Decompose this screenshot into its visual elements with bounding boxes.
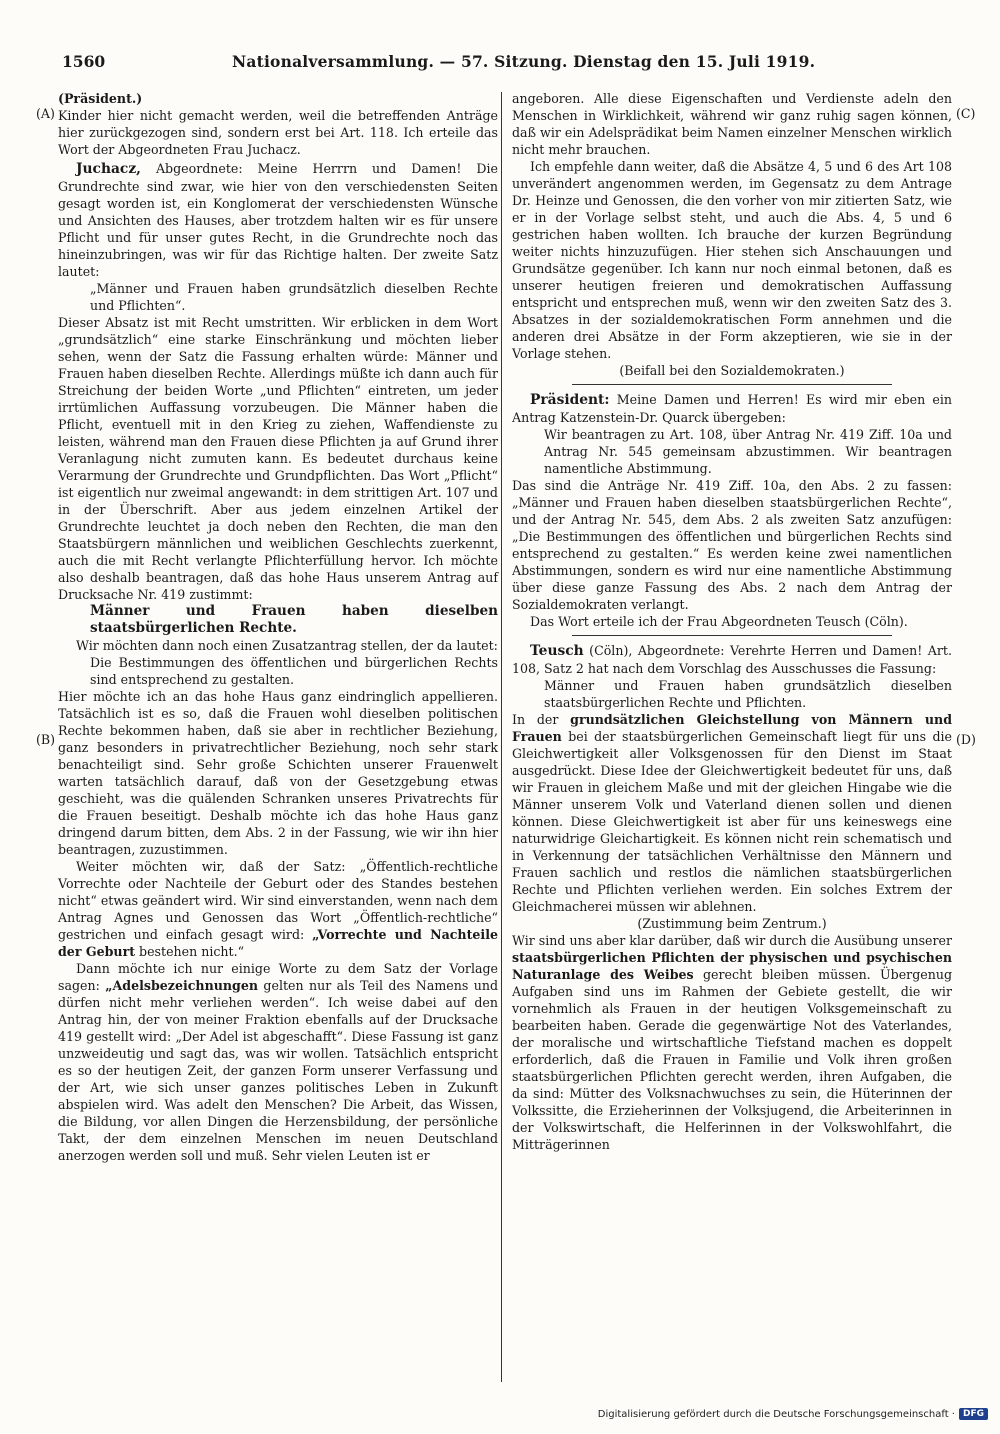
section-rule	[572, 384, 892, 385]
speaker-continuation-label: (Präsident.)	[58, 91, 143, 106]
column-divider	[501, 92, 502, 1382]
emphasis: staatsbürgerlichen Pflichten der physischen und psychischen Naturanlage des Weibes	[512, 950, 952, 982]
margin-marker-b: (B)	[36, 732, 56, 747]
paragraph: Ich empfehle dann weiter, daß die Absätze 4, 5 und 6 des Art 108 unverändert angenommen werden, im Gegensatz zu dem Antrage Dr. Heinze und Genossen, die den vorher von mir zitierten Satz, wie er in der Vorlage selbst steht, und auch die Abs. 4, 5 und 6 gestrichen haben wollten. Ich brauche der kurzen Begründung weiter nichts hinzuzufügen. Hier stehen sich Anschauungen und Grundsätze gegenüber. Ich kann nur noch einmal betonen, daß es unserer heutigen freieren und demokratischen Auffassung entspricht und entsprechen muß, wenn wir den zweiten Satz des 3. Absatzes in der sozialdemokratischen Form annehmen und die anderen drei Absätze in der Form akzeptieren, wie sie in der Vorlage stehen.	[512, 159, 952, 361]
paragraph: Wir sind uns aber klar darüber, daß wir durch die Ausübung unserer staatsbürgerlichen Pflichten der physischen und psychischen Naturanlage des Weibes gerecht bleiben müssen. Übergenug Aufgaben sind uns im Rahmen der Gebiete gestellt, die wir vornehmlich als Frauen in der heutigen Volksgemeinschaft zu bearbeiten haben. Gerade die gegenwärtige Not des Vaterlandes, der moralische und wirtschaftliche Tiefstand machen es doppelt erforderlich, daß die Frauen in Familie und Volk ihren großen staatsbürgerlichen Pflichten gerecht werden, ihren Aufgaben, die da sind: Mütter des Volksnachwuchses zu sein, die Hüterinnen der Volkssitte, die Erzieherinnen der Volksjugend, die Arbeiterinnen in der Volkswirtschaft, die Helferinnen in der Volkswohlfahrt, die Mitträgerinnen	[512, 933, 953, 1152]
speech-text: (Cöln), Abgeordnete: Verehrte Herren und Damen! Art. 108, Satz 2 hat nach dem Vorschlag des Ausschusses die Fassung:	[512, 643, 952, 676]
paragraph: Weiter möchten wir, daß der Satz: „Öffentlich-rechtliche Vorrechte oder Nachteile der Geburt oder des Standes bestehen nicht“ etwas geändert wird. Wir sind einverstanden, wenn nach dem Antrag Agnes und Genossen das Wort „Öffentlich-rechtliche“ gestrichen und einfach gesagt wird: „Vorrechte und Nachteile der Geburt bestehen nicht.“	[58, 859, 498, 959]
paragraph: In der grundsätzlichen Gleichstellung von Männern und Frauen bei der staatsbürgerlichen Gemeinschaft liegt für uns die Gleichwertigkeit aller Volksgenossen für den Dienst im Staat ausgedrückt. Diese Idee der Gleichwertigkeit bedeutet für uns, daß wir Frauen in gleichem Maße und mit der gleichen Hingabe wie die Männer unserem Volk und Vaterland dienen sollen und dienen können. Diese Gleichwertigkeit ist aber für uns keineswegs eine naturwidrige Gleichartigkeit. Es können nicht rein schematisch und in Verkennung der tatsächlichen Verhältnisse den Männern und Frauen sachlich und restlos die nämlichen staatsbürgerlichen Rechte und Pflichten verliehen werden. Ein solches Extrem der Gleichmacherei müssen wir ablehnen.	[512, 712, 952, 914]
emphasis: grundsätzlichen Gleichstellung von Männern und Frauen	[512, 712, 952, 744]
quotation: Wir beantragen zu Art. 108, über Antrag Nr. 419 Ziff. 10a und Antrag Nr. 545 gemeinsam abzustimmen. Wir beantragen namentliche Abstimmung.	[544, 427, 952, 476]
speaker-name: Präsident:	[530, 392, 610, 408]
applause-note: (Zustimmung beim Zentrum.)	[637, 916, 827, 931]
margin-marker-a: (A)	[36, 106, 55, 121]
speaker-name: Teusch	[530, 643, 584, 659]
section-rule	[572, 635, 892, 636]
motion-text: Männer und Frauen haben dieselben staatsbürgerlichen Rechte.	[90, 603, 498, 636]
emphasis: „Adelsbezeichnungen	[105, 978, 259, 993]
page-title: Nationalversammlung. — 57. Sitzung. Dienstag den 15. Juli 1919.	[232, 52, 816, 71]
paragraph: Kinder hier nicht gemacht werden, weil die betreffenden Anträge hier zurückgezogen sind, sondern erst bei Art. 118. Ich erteile das Wort der Abgeordneten Frau Juchacz.	[58, 108, 498, 157]
applause-note: (Beifall bei den Sozialdemokraten.)	[619, 363, 845, 378]
margin-marker-d: (D)	[956, 732, 976, 747]
right-column	[512, 90, 952, 1153]
left-column	[58, 90, 498, 1164]
paragraph: Das Wort erteile ich der Frau Abgeordneten Teusch (Cöln).	[530, 614, 908, 629]
dfg-logo-icon: DFG	[959, 1408, 988, 1420]
running-header	[62, 48, 962, 74]
quotation: „Männer und Frauen haben grundsätzlich dieselben Rechte und Pflichten“.	[90, 281, 498, 313]
emphasis: „Vorrechte und Nachteile der Geburt	[58, 927, 498, 959]
paragraph: Dann möchte ich nur einige Worte zu dem Satz der Vorlage sagen: „Adelsbezeichnungen gelten nur als Teil des Namens und dürfen nicht mehr verliehen werden“. Ich weise dabei auf den Antrag hin, der von meiner Fraktion ebenfalls auf der Drucksache 419 gestellt wird: „Der Adel ist abgeschafft“. Diese Fassung ist ganz unzweideutig und sagt das, was wir wollen. Tatsächlich entspricht es so der heutigen Zeit, der ganzen Form unserer Verfassung und der Art, wie sich unser ganzes politisches Leben in Zukunft abspielen wird. Was adelt den Menschen? Die Arbeit, das Wissen, die Bildung, vor allen Dingen die Herzensbildung, der persönliche Takt, der dem einzelnen Menschen im neuen Deutschland anerzogen werden soll und muß. Sehr vielen Leuten ist er	[58, 961, 499, 1163]
speech-juchacz	[58, 160, 498, 280]
paragraph: angeboren. Alle diese Eigenschaften und Verdienste adeln den Menschen in Wirklichkeit, während wir ganz ruhig sagen können, daß wir ein Adelsprädikat beim Namen einzelner Menschen wirklich nicht mehr brauchen.	[512, 91, 952, 157]
paragraph: Hier möchte ich an das hohe Haus ganz eindringlich appellieren. Tatsächlich ist es so, daß die Frauen wohl dieselben politischen Rechte bekommen haben, daß sie aber in rechtlicher Beziehung, ganz besonders in privatrechtlicher Beziehung, noch sehr stark benachteiligt sind. Sehr große Schichten unserer Frauenwelt warten tatsächlich darauf, daß von der Gesetzgebung etwas geschieht, was die quälenden Schranken unseres Privatrechts für die Frauen beseitigt. Deshalb möchte ich das hohe Haus ganz dringend darum bitten, dem Abs. 2 in der Fassung, wie wir ihn hier beantragen, zuzustimmen.	[58, 689, 498, 857]
speech-text: Meine Damen und Herren! Es wird mir eben ein Antrag Katzenstein-Dr. Quarck übergeben:	[512, 392, 952, 425]
page-number: 1560	[62, 52, 106, 71]
digitization-footer	[598, 1408, 988, 1420]
speech-text: Abgeordnete: Meine Herrrn und Damen! Die Grundrechte sind zwar, wie hier von den verschiedensten Seiten gesagt worden ist, ein Konglomerat der verschiedensten Wünsche und Ansichten des Hauses, aber trotzdem halten wir es für unsere Pflicht und für unser gutes Recht, in die Grundrechte noch das hineinzubringen, was wir für das Richtige halten. Der zweite Satz lautet:	[58, 161, 498, 279]
paragraph: Wir möchten dann noch einen Zusatzantrag stellen, der da lautet:	[76, 638, 498, 653]
paragraph: Das sind die Anträge Nr. 419 Ziff. 10a, den Abs. 2 zu fassen: „Männer und Frauen haben dieselben staatsbürgerlichen Rechte“, und der Antrag Nr. 545, dem Abs. 2 als zweiten Satz anzufügen: „Die Bestimmungen des öffentlichen und bürgerlichen Rechts sind entsprechend zu gestalten.“ Es werden keine zwei namentlichen Abstimmungen, sondern es wird nur eine namentliche Abstimmung über diese ganze Fassung des Abs. 2 nach dem Antrag der Sozialdemokraten verlangt.	[512, 478, 952, 612]
quotation: Männer und Frauen haben grundsätzlich dieselben staatsbürgerlichen Rechte und Pflichten.	[544, 678, 952, 710]
speech-teusch	[512, 642, 952, 677]
paragraph: Dieser Absatz ist mit Recht umstritten. Wir erblicken in dem Wort „grundsätzlich“ eine starke Einschränkung und möchten lieber sehen, wenn der Satz die Fassung erhalten würde: Männer und Frauen haben dieselben Rechte. Allerdings müßte ich dann auch für Streichung der beiden Worte „und Pflichten“ eintreten, um jeder irrtümlichen Auffassung vorzubeugen. Die Männer haben die Pflicht, eventuell mit in den Krieg zu ziehen, Waffendienste zu leisten, während man den Frauen diese Pflichten ja auf Grund ihrer Veranlagung nicht zumuten kann. Es bedeutet durchaus keine Verarmung der Grundrechte und Grundpflichten. Das Wort „Pflicht“ ist eigentlich nur zweimal angewandt: in dem strittigen Art. 107 und in der Überschrift. Aber aus jedem einzelnen Artikel der Grundrechte leuchtet ja doch neben den Rechten, die man den Staatsbürgern männlichen und weiblichen Geschlechts zuerkennt, auch die mit Recht verlangte Pflichterfüllung hervor. Ich möchte also deshalb beantragen, daß das hohe Haus unserem Antrag auf Drucksache Nr. 419 zustimmt:	[58, 315, 498, 602]
footer-text: Digitalisierung gefördert durch die Deutsche Forschungsgemeinschaft ·	[597, 1408, 955, 1420]
margin-marker-c: (C)	[956, 106, 976, 121]
speaker-name: Juchacz,	[76, 161, 141, 177]
speech-president	[512, 391, 952, 426]
quotation: Die Bestimmungen des öffentlichen und bürgerlichen Rechts sind entsprechend zu gestalten.	[90, 655, 498, 687]
